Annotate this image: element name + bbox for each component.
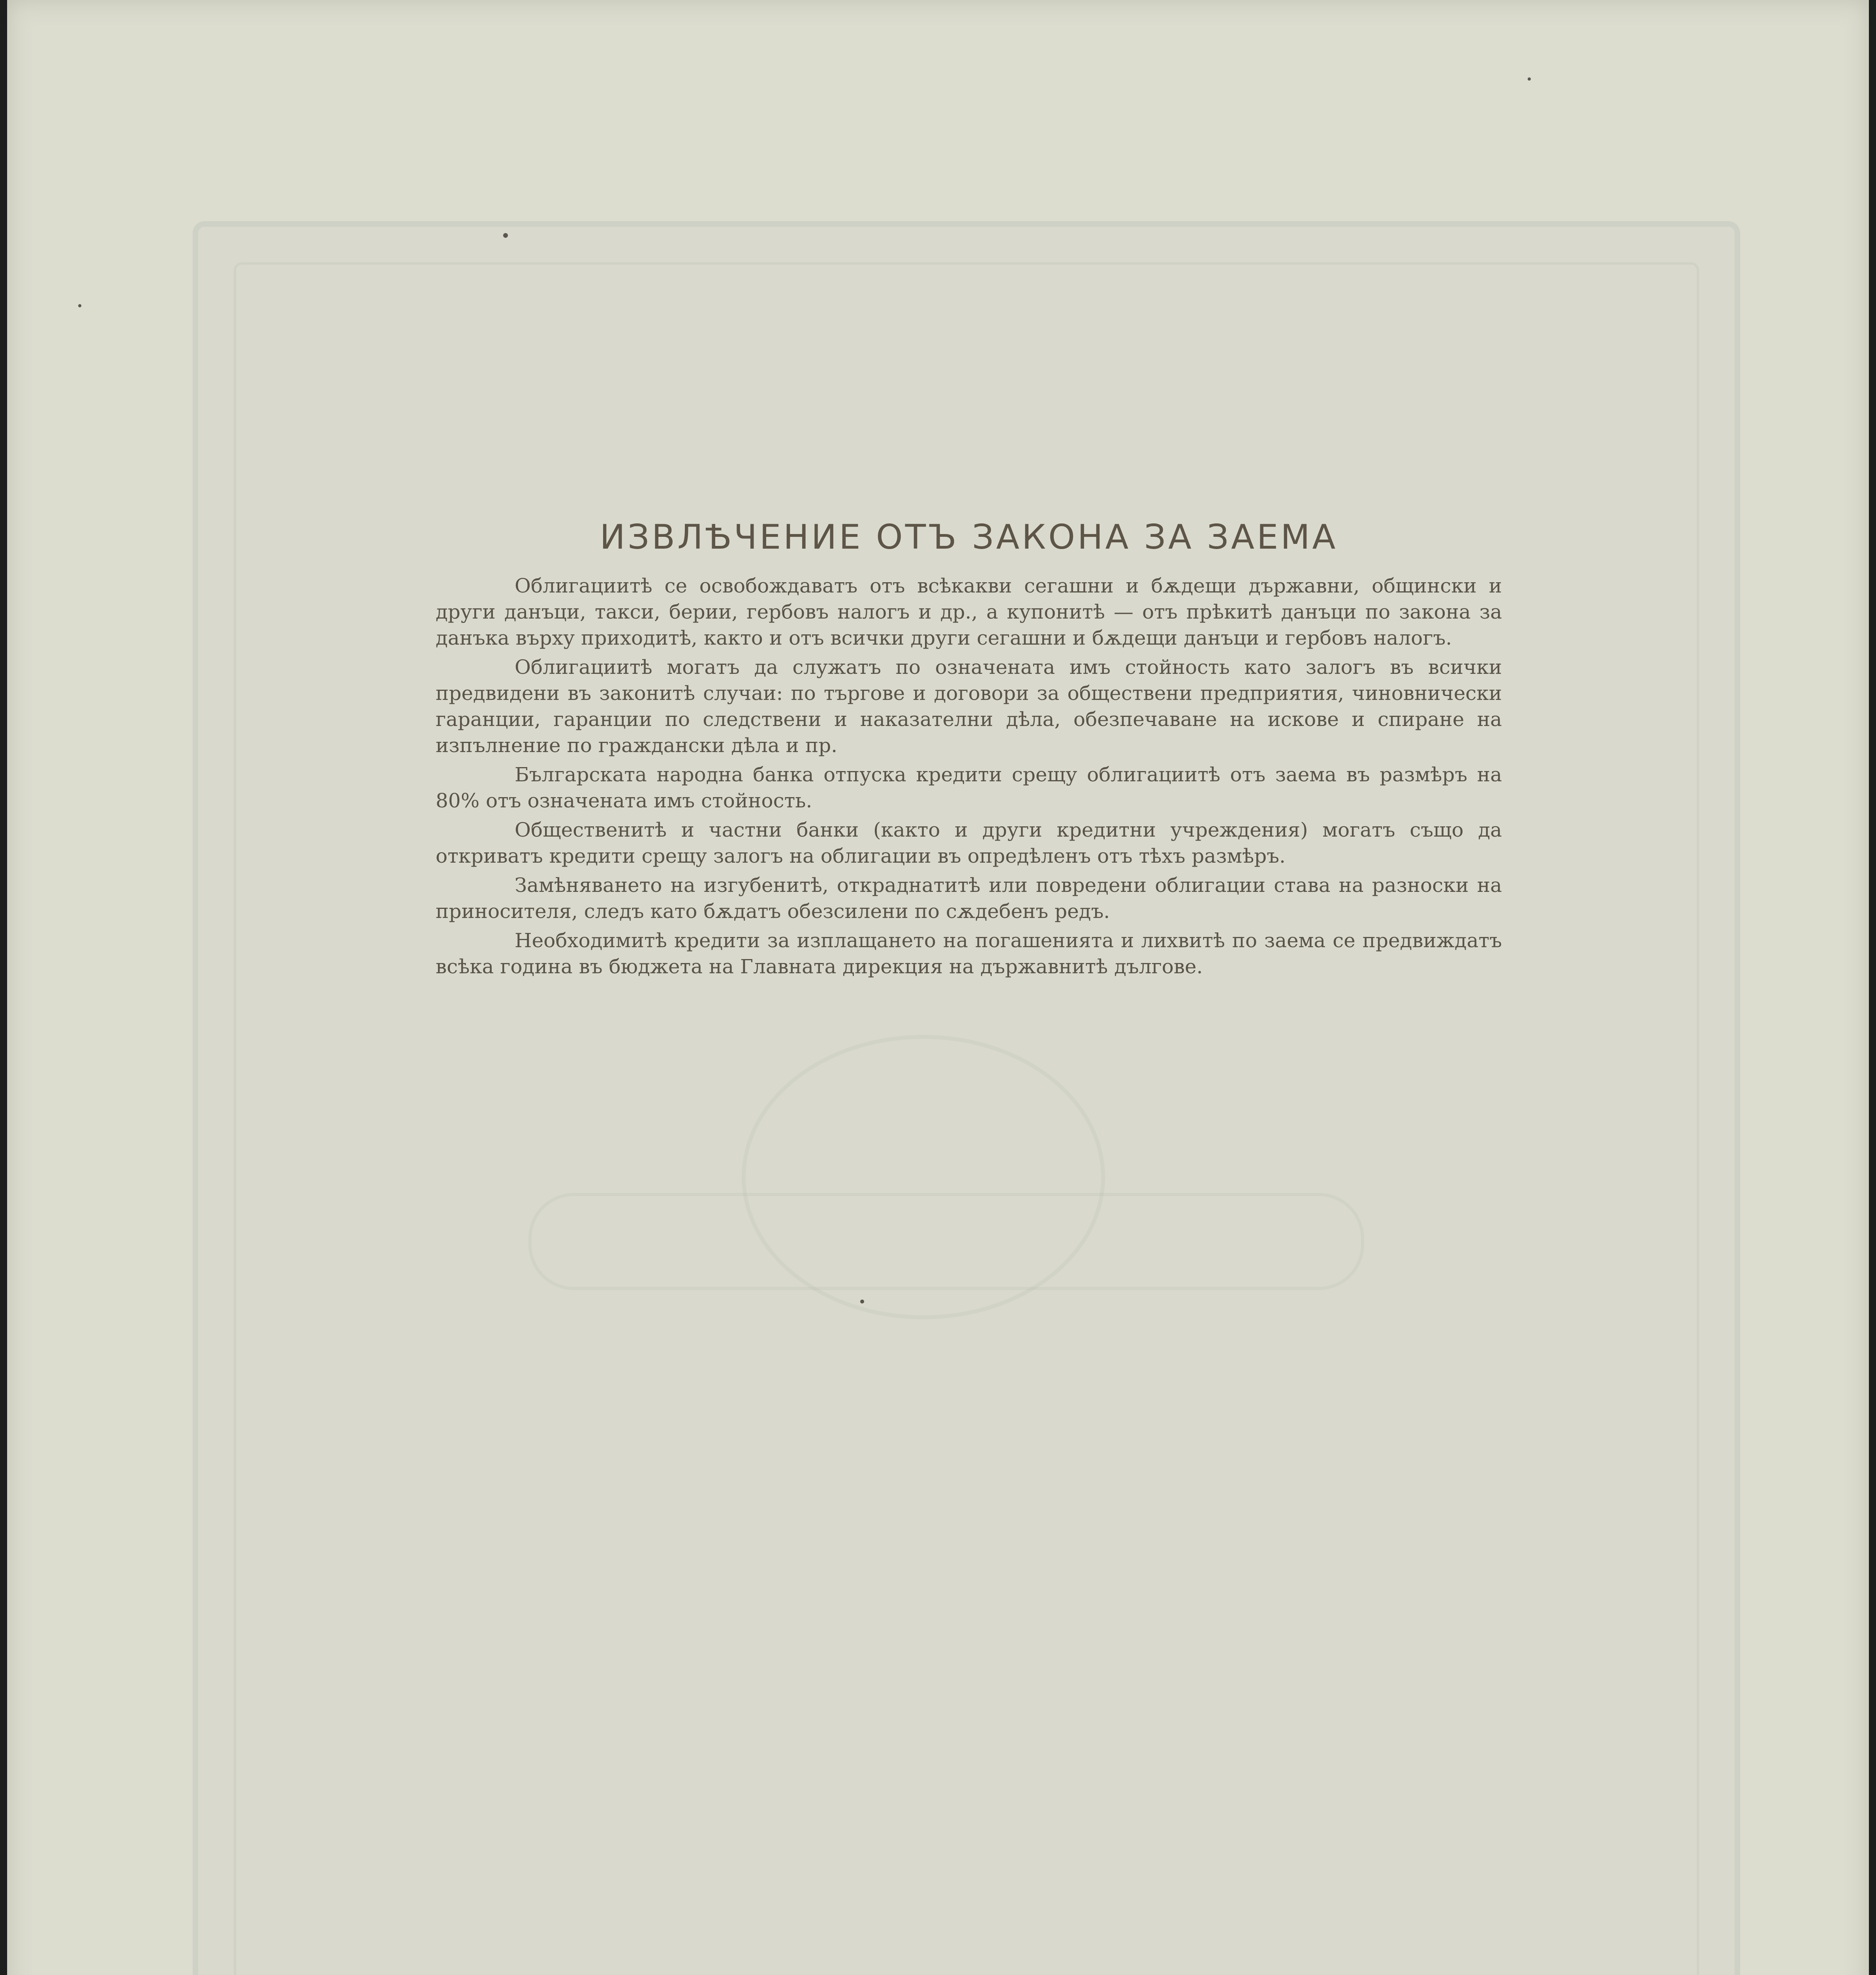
extract-paragraph: Замѣняването на изгубенитѣ, откраднатитѣ или повредени облигации става на разноски на приносителя, следъ като бѫдатъ обезсилени по сѫдебенъ редъ. — [436, 874, 1502, 923]
extract-paragraph: Облигациитѣ се освобождаватъ отъ всѣкакви сегашни и бѫдещи държавни, общински и други данъци, такси, берии, гербовъ налогъ и др., а купонитѣ — отъ прѣкитѣ данъци по закона за данъка върху приходитѣ, както и отъ всички други сегашни и бѫдещи данъци и гербовъ налогъ. — [436, 574, 1502, 649]
document-sheet — [7, 0, 1869, 1975]
paper-speck — [78, 304, 81, 307]
paper-speck — [1528, 77, 1531, 81]
extract-paragraph: Необходимитѣ кредити за изплащането на погашенията и лихвитѣ по заема се предвиждатъ всѣка година въ бюджета на Главната дирекция на държавнитѣ дългове. — [436, 929, 1502, 978]
reverse-print-denomination-ghost — [528, 1193, 1364, 1290]
extract-paragraph: Общественитѣ и частни банки (както и други кредитни учреждения) могатъ също да откриватъ кредити срещу залогъ на облигации въ опредѣленъ отъ тѣхъ размѣръ. — [436, 818, 1502, 867]
law-extract — [436, 517, 1502, 983]
paper-speck — [503, 233, 508, 238]
extract-paragraph: Българската народна банка отпуска кредити срещу облигациитѣ отъ заема въ размѣръ на 80% отъ означената имъ стойность. — [436, 763, 1502, 812]
extract-paragraph: Облигациитѣ могатъ да служатъ по означената имъ стойность като залогъ въ всички предвидени въ законитѣ случаи: по търгове и договори за обществени предприятия, чиновнически гаранции, гаранции по следствени и наказателни дѣла, обезпечаване на искове и спиране на изпълнение по граждански дѣла и пр. — [436, 656, 1502, 757]
extract-title: ИЗВЛѢЧЕНИЕ ОТЪ ЗАКОНА ЗА ЗАЕМА — [600, 517, 1338, 557]
paper-speck — [860, 1300, 864, 1304]
